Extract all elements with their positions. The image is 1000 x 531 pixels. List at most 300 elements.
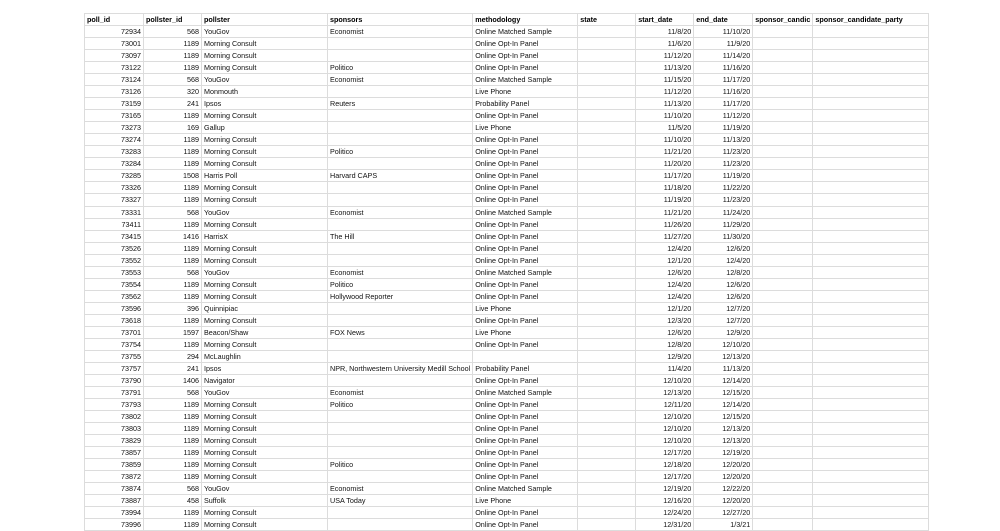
pollster-cell[interactable]: YouGov [202, 74, 328, 86]
end-date-cell[interactable]: 12/9/20 [694, 326, 753, 338]
sponsor-candidate-cell[interactable] [753, 182, 813, 194]
sponsor-candidate-party-cell[interactable] [813, 74, 929, 86]
sponsors-cell[interactable] [328, 122, 473, 134]
state-cell[interactable] [578, 122, 636, 134]
methodology-cell[interactable]: Online Opt-In Panel [473, 134, 578, 146]
methodology-cell[interactable]: Online Opt-In Panel [473, 314, 578, 326]
pollster-cell[interactable]: Morning Consult [202, 134, 328, 146]
sponsor-candidate-party-cell[interactable] [813, 302, 929, 314]
poll-id-cell[interactable]: 73554 [85, 278, 144, 290]
end-date-cell[interactable]: 12/15/20 [694, 411, 753, 423]
pollster-id-cell[interactable]: 1189 [144, 399, 202, 411]
sponsors-cell[interactable] [328, 110, 473, 122]
sponsor-candidate-cell[interactable] [753, 74, 813, 86]
sponsors-cell[interactable] [328, 338, 473, 350]
sponsor-candidate-cell[interactable] [753, 110, 813, 122]
end-date-cell[interactable]: 11/13/20 [694, 362, 753, 374]
state-cell[interactable] [578, 459, 636, 471]
sponsor-candidate-party-cell[interactable] [813, 254, 929, 266]
sponsor-candidate-party-cell[interactable] [813, 218, 929, 230]
sponsors-cell[interactable]: FOX News [328, 326, 473, 338]
pollster-id-cell[interactable]: 1189 [144, 314, 202, 326]
pollster-cell[interactable]: Morning Consult [202, 519, 328, 531]
header-methodology[interactable]: methodology [473, 14, 578, 26]
pollster-id-cell[interactable]: 1189 [144, 134, 202, 146]
pollster-id-cell[interactable]: 568 [144, 74, 202, 86]
pollster-cell[interactable]: YouGov [202, 26, 328, 38]
header-pollster[interactable]: pollster [202, 14, 328, 26]
sponsors-cell[interactable] [328, 302, 473, 314]
start-date-cell[interactable]: 12/10/20 [636, 411, 694, 423]
pollster-id-cell[interactable]: 1189 [144, 182, 202, 194]
sponsor-candidate-party-cell[interactable] [813, 459, 929, 471]
state-cell[interactable] [578, 146, 636, 158]
poll-id-cell[interactable]: 72934 [85, 26, 144, 38]
sponsor-candidate-party-cell[interactable] [813, 266, 929, 278]
sponsors-cell[interactable]: Politico [328, 146, 473, 158]
sponsor-candidate-party-cell[interactable] [813, 447, 929, 459]
state-cell[interactable] [578, 110, 636, 122]
sponsor-candidate-cell[interactable] [753, 362, 813, 374]
pollster-id-cell[interactable]: 1189 [144, 254, 202, 266]
sponsor-candidate-cell[interactable] [753, 206, 813, 218]
state-cell[interactable] [578, 399, 636, 411]
pollster-cell[interactable]: Harris Poll [202, 170, 328, 182]
start-date-cell[interactable]: 11/10/20 [636, 134, 694, 146]
end-date-cell[interactable]: 11/19/20 [694, 170, 753, 182]
sponsors-cell[interactable] [328, 435, 473, 447]
sponsors-cell[interactable]: Hollywood Reporter [328, 290, 473, 302]
sponsor-candidate-cell[interactable] [753, 495, 813, 507]
sponsors-cell[interactable] [328, 134, 473, 146]
state-cell[interactable] [578, 507, 636, 519]
start-date-cell[interactable]: 12/10/20 [636, 435, 694, 447]
state-cell[interactable] [578, 254, 636, 266]
methodology-cell[interactable]: Online Opt-In Panel [473, 423, 578, 435]
sponsor-candidate-party-cell[interactable] [813, 62, 929, 74]
start-date-cell[interactable]: 11/10/20 [636, 110, 694, 122]
pollster-cell[interactable]: YouGov [202, 386, 328, 398]
pollster-id-cell[interactable]: 1189 [144, 158, 202, 170]
methodology-cell[interactable]: Online Opt-In Panel [473, 519, 578, 531]
sponsors-cell[interactable]: Politico [328, 459, 473, 471]
start-date-cell[interactable]: 12/17/20 [636, 471, 694, 483]
sponsor-candidate-party-cell[interactable] [813, 435, 929, 447]
state-cell[interactable] [578, 266, 636, 278]
start-date-cell[interactable]: 12/24/20 [636, 507, 694, 519]
pollster-id-cell[interactable]: 458 [144, 495, 202, 507]
sponsor-candidate-cell[interactable] [753, 86, 813, 98]
pollster-id-cell[interactable]: 294 [144, 350, 202, 362]
sponsor-candidate-cell[interactable] [753, 411, 813, 423]
poll-id-cell[interactable]: 73754 [85, 338, 144, 350]
header-state[interactable]: state [578, 14, 636, 26]
sponsor-candidate-party-cell[interactable] [813, 350, 929, 362]
start-date-cell[interactable]: 11/17/20 [636, 170, 694, 182]
pollster-cell[interactable]: YouGov [202, 206, 328, 218]
sponsor-candidate-party-cell[interactable] [813, 362, 929, 374]
start-date-cell[interactable]: 11/8/20 [636, 26, 694, 38]
methodology-cell[interactable]: Online Opt-In Panel [473, 158, 578, 170]
start-date-cell[interactable]: 12/6/20 [636, 326, 694, 338]
pollster-id-cell[interactable]: 1189 [144, 411, 202, 423]
end-date-cell[interactable]: 11/24/20 [694, 206, 753, 218]
methodology-cell[interactable]: Online Matched Sample [473, 74, 578, 86]
pollster-cell[interactable]: Morning Consult [202, 338, 328, 350]
sponsor-candidate-cell[interactable] [753, 290, 813, 302]
start-date-cell[interactable]: 11/27/20 [636, 230, 694, 242]
sponsor-candidate-party-cell[interactable] [813, 507, 929, 519]
sponsor-candidate-cell[interactable] [753, 98, 813, 110]
start-date-cell[interactable]: 12/31/20 [636, 519, 694, 531]
end-date-cell[interactable]: 12/15/20 [694, 386, 753, 398]
pollster-cell[interactable]: Morning Consult [202, 254, 328, 266]
pollster-id-cell[interactable]: 568 [144, 386, 202, 398]
start-date-cell[interactable]: 12/10/20 [636, 374, 694, 386]
sponsor-candidate-cell[interactable] [753, 459, 813, 471]
sponsor-candidate-party-cell[interactable] [813, 38, 929, 50]
poll-id-cell[interactable]: 73859 [85, 459, 144, 471]
pollster-id-cell[interactable]: 568 [144, 206, 202, 218]
methodology-cell[interactable]: Live Phone [473, 122, 578, 134]
poll-id-cell[interactable]: 73165 [85, 110, 144, 122]
sponsor-candidate-cell[interactable] [753, 423, 813, 435]
pollster-id-cell[interactable]: 1189 [144, 290, 202, 302]
pollster-cell[interactable]: McLaughlin [202, 350, 328, 362]
sponsor-candidate-party-cell[interactable] [813, 98, 929, 110]
sponsor-candidate-cell[interactable] [753, 254, 813, 266]
methodology-cell[interactable]: Online Opt-In Panel [473, 254, 578, 266]
methodology-cell[interactable]: Online Opt-In Panel [473, 194, 578, 206]
methodology-cell[interactable]: Online Opt-In Panel [473, 338, 578, 350]
sponsor-candidate-cell[interactable] [753, 158, 813, 170]
start-date-cell[interactable]: 12/10/20 [636, 423, 694, 435]
methodology-cell[interactable]: Live Phone [473, 326, 578, 338]
methodology-cell[interactable]: Online Opt-In Panel [473, 242, 578, 254]
sponsors-cell[interactable] [328, 242, 473, 254]
start-date-cell[interactable]: 12/17/20 [636, 447, 694, 459]
pollster-id-cell[interactable]: 1406 [144, 374, 202, 386]
poll-id-cell[interactable]: 73552 [85, 254, 144, 266]
sponsor-candidate-cell[interactable] [753, 374, 813, 386]
sponsor-candidate-party-cell[interactable] [813, 278, 929, 290]
pollster-id-cell[interactable]: 1189 [144, 50, 202, 62]
pollster-cell[interactable]: Morning Consult [202, 447, 328, 459]
poll-id-cell[interactable]: 73331 [85, 206, 144, 218]
pollster-id-cell[interactable]: 1189 [144, 423, 202, 435]
sponsor-candidate-party-cell[interactable] [813, 423, 929, 435]
sponsors-cell[interactable] [328, 471, 473, 483]
state-cell[interactable] [578, 86, 636, 98]
sponsor-candidate-cell[interactable] [753, 170, 813, 182]
pollster-cell[interactable]: Morning Consult [202, 411, 328, 423]
methodology-cell[interactable]: Online Matched Sample [473, 266, 578, 278]
start-date-cell[interactable]: 12/1/20 [636, 254, 694, 266]
pollster-id-cell[interactable]: 568 [144, 483, 202, 495]
pollster-cell[interactable]: Quinnipiac [202, 302, 328, 314]
pollster-cell[interactable]: Morning Consult [202, 194, 328, 206]
poll-id-cell[interactable]: 73790 [85, 374, 144, 386]
pollster-cell[interactable]: Suffolk [202, 495, 328, 507]
pollster-cell[interactable]: Morning Consult [202, 423, 328, 435]
methodology-cell[interactable]: Live Phone [473, 495, 578, 507]
header-start-date[interactable]: start_date [636, 14, 694, 26]
sponsors-cell[interactable] [328, 194, 473, 206]
pollster-cell[interactable]: Morning Consult [202, 399, 328, 411]
sponsors-cell[interactable] [328, 350, 473, 362]
pollster-cell[interactable]: Morning Consult [202, 218, 328, 230]
state-cell[interactable] [578, 386, 636, 398]
sponsor-candidate-party-cell[interactable] [813, 26, 929, 38]
end-date-cell[interactable]: 11/12/20 [694, 110, 753, 122]
end-date-cell[interactable]: 12/8/20 [694, 266, 753, 278]
sponsor-candidate-party-cell[interactable] [813, 146, 929, 158]
pollster-id-cell[interactable]: 241 [144, 362, 202, 374]
pollster-cell[interactable]: Morning Consult [202, 459, 328, 471]
sponsors-cell[interactable] [328, 86, 473, 98]
sponsor-candidate-cell[interactable] [753, 314, 813, 326]
poll-id-cell[interactable]: 73829 [85, 435, 144, 447]
header-pollster-id[interactable]: pollster_id [144, 14, 202, 26]
methodology-cell[interactable]: Probability Panel [473, 362, 578, 374]
pollster-cell[interactable]: Morning Consult [202, 242, 328, 254]
pollster-cell[interactable]: Morning Consult [202, 435, 328, 447]
sponsors-cell[interactable]: Economist [328, 206, 473, 218]
poll-id-cell[interactable]: 73553 [85, 266, 144, 278]
end-date-cell[interactable]: 11/23/20 [694, 194, 753, 206]
start-date-cell[interactable]: 12/4/20 [636, 290, 694, 302]
sponsors-cell[interactable]: Economist [328, 266, 473, 278]
state-cell[interactable] [578, 74, 636, 86]
sponsor-candidate-party-cell[interactable] [813, 194, 929, 206]
start-date-cell[interactable]: 12/9/20 [636, 350, 694, 362]
poll-id-cell[interactable]: 73701 [85, 326, 144, 338]
end-date-cell[interactable]: 12/10/20 [694, 338, 753, 350]
end-date-cell[interactable]: 11/17/20 [694, 74, 753, 86]
sponsor-candidate-party-cell[interactable] [813, 110, 929, 122]
sponsors-cell[interactable]: Reuters [328, 98, 473, 110]
start-date-cell[interactable]: 11/20/20 [636, 158, 694, 170]
sponsor-candidate-party-cell[interactable] [813, 399, 929, 411]
start-date-cell[interactable]: 12/4/20 [636, 242, 694, 254]
poll-id-cell[interactable]: 73284 [85, 158, 144, 170]
end-date-cell[interactable]: 12/14/20 [694, 374, 753, 386]
sponsor-candidate-party-cell[interactable] [813, 50, 929, 62]
sponsors-cell[interactable] [328, 254, 473, 266]
state-cell[interactable] [578, 374, 636, 386]
sponsor-candidate-party-cell[interactable] [813, 134, 929, 146]
pollster-id-cell[interactable]: 1189 [144, 471, 202, 483]
sponsors-cell[interactable] [328, 182, 473, 194]
sponsor-candidate-party-cell[interactable] [813, 206, 929, 218]
methodology-cell[interactable]: Online Opt-In Panel [473, 459, 578, 471]
end-date-cell[interactable]: 11/23/20 [694, 146, 753, 158]
end-date-cell[interactable]: 11/9/20 [694, 38, 753, 50]
end-date-cell[interactable]: 12/20/20 [694, 495, 753, 507]
end-date-cell[interactable]: 12/27/20 [694, 507, 753, 519]
start-date-cell[interactable]: 12/13/20 [636, 386, 694, 398]
end-date-cell[interactable]: 11/16/20 [694, 86, 753, 98]
start-date-cell[interactable]: 11/4/20 [636, 362, 694, 374]
methodology-cell[interactable]: Online Opt-In Panel [473, 374, 578, 386]
end-date-cell[interactable]: 12/20/20 [694, 471, 753, 483]
sponsor-candidate-cell[interactable] [753, 471, 813, 483]
end-date-cell[interactable]: 12/7/20 [694, 302, 753, 314]
poll-id-cell[interactable]: 73283 [85, 146, 144, 158]
poll-id-cell[interactable]: 73596 [85, 302, 144, 314]
state-cell[interactable] [578, 98, 636, 110]
sponsor-candidate-party-cell[interactable] [813, 338, 929, 350]
start-date-cell[interactable]: 11/12/20 [636, 50, 694, 62]
sponsor-candidate-cell[interactable] [753, 326, 813, 338]
state-cell[interactable] [578, 206, 636, 218]
end-date-cell[interactable]: 11/17/20 [694, 98, 753, 110]
methodology-cell[interactable]: Online Opt-In Panel [473, 146, 578, 158]
sponsors-cell[interactable] [328, 314, 473, 326]
pollster-id-cell[interactable]: 1416 [144, 230, 202, 242]
header-sponsors[interactable]: sponsors [328, 14, 473, 26]
state-cell[interactable] [578, 447, 636, 459]
sponsors-cell[interactable] [328, 218, 473, 230]
pollster-id-cell[interactable]: 568 [144, 266, 202, 278]
state-cell[interactable] [578, 242, 636, 254]
sponsor-candidate-cell[interactable] [753, 483, 813, 495]
pollster-cell[interactable]: Morning Consult [202, 182, 328, 194]
pollster-id-cell[interactable]: 1597 [144, 326, 202, 338]
state-cell[interactable] [578, 483, 636, 495]
sponsor-candidate-cell[interactable] [753, 50, 813, 62]
sponsor-candidate-cell[interactable] [753, 386, 813, 398]
methodology-cell[interactable]: Live Phone [473, 302, 578, 314]
start-date-cell[interactable]: 11/21/20 [636, 206, 694, 218]
sponsors-cell[interactable] [328, 411, 473, 423]
sponsor-candidate-party-cell[interactable] [813, 374, 929, 386]
pollster-id-cell[interactable]: 1189 [144, 519, 202, 531]
state-cell[interactable] [578, 411, 636, 423]
pollster-cell[interactable]: Morning Consult [202, 471, 328, 483]
start-date-cell[interactable]: 12/16/20 [636, 495, 694, 507]
header-sponsor-candidate[interactable]: sponsor_candic [753, 14, 813, 26]
poll-id-cell[interactable]: 73872 [85, 471, 144, 483]
end-date-cell[interactable]: 11/14/20 [694, 50, 753, 62]
pollster-cell[interactable]: Morning Consult [202, 62, 328, 74]
sponsor-candidate-party-cell[interactable] [813, 290, 929, 302]
sponsor-candidate-cell[interactable] [753, 218, 813, 230]
methodology-cell[interactable]: Online Opt-In Panel [473, 182, 578, 194]
sponsors-cell[interactable] [328, 447, 473, 459]
methodology-cell[interactable]: Online Opt-In Panel [473, 50, 578, 62]
pollster-id-cell[interactable]: 1189 [144, 459, 202, 471]
state-cell[interactable] [578, 50, 636, 62]
methodology-cell[interactable]: Online Opt-In Panel [473, 230, 578, 242]
sponsor-candidate-cell[interactable] [753, 399, 813, 411]
sponsor-candidate-party-cell[interactable] [813, 386, 929, 398]
sponsors-cell[interactable]: Politico [328, 399, 473, 411]
poll-id-cell[interactable]: 73757 [85, 362, 144, 374]
state-cell[interactable] [578, 182, 636, 194]
header-sponsor-candidate-party[interactable]: sponsor_candidate_party [813, 14, 929, 26]
sponsor-candidate-party-cell[interactable] [813, 242, 929, 254]
sponsor-candidate-cell[interactable] [753, 435, 813, 447]
poll-id-cell[interactable]: 73562 [85, 290, 144, 302]
end-date-cell[interactable]: 11/10/20 [694, 26, 753, 38]
poll-id-cell[interactable]: 73124 [85, 74, 144, 86]
pollster-cell[interactable]: Morning Consult [202, 38, 328, 50]
methodology-cell[interactable]: Online Opt-In Panel [473, 38, 578, 50]
state-cell[interactable] [578, 230, 636, 242]
sponsor-candidate-cell[interactable] [753, 242, 813, 254]
poll-id-cell[interactable]: 73803 [85, 423, 144, 435]
pollster-id-cell[interactable]: 1189 [144, 218, 202, 230]
pollster-id-cell[interactable]: 1189 [144, 38, 202, 50]
pollster-cell[interactable]: Morning Consult [202, 50, 328, 62]
pollster-id-cell[interactable]: 1189 [144, 338, 202, 350]
methodology-cell[interactable]: Probability Panel [473, 98, 578, 110]
poll-id-cell[interactable]: 73874 [85, 483, 144, 495]
poll-id-cell[interactable]: 73097 [85, 50, 144, 62]
start-date-cell[interactable]: 12/4/20 [636, 278, 694, 290]
sponsor-candidate-cell[interactable] [753, 350, 813, 362]
poll-id-cell[interactable]: 73159 [85, 98, 144, 110]
pollster-cell[interactable]: Ipsos [202, 98, 328, 110]
end-date-cell[interactable]: 11/13/20 [694, 134, 753, 146]
pollster-cell[interactable]: Morning Consult [202, 146, 328, 158]
start-date-cell[interactable]: 12/6/20 [636, 266, 694, 278]
methodology-cell[interactable] [473, 350, 578, 362]
poll-id-cell[interactable]: 73802 [85, 411, 144, 423]
sponsor-candidate-cell[interactable] [753, 194, 813, 206]
state-cell[interactable] [578, 362, 636, 374]
end-date-cell[interactable]: 1/3/21 [694, 519, 753, 531]
start-date-cell[interactable]: 11/12/20 [636, 86, 694, 98]
end-date-cell[interactable]: 11/23/20 [694, 158, 753, 170]
state-cell[interactable] [578, 338, 636, 350]
header-end-date[interactable]: end_date [694, 14, 753, 26]
sponsors-cell[interactable]: Politico [328, 62, 473, 74]
sponsor-candidate-party-cell[interactable] [813, 170, 929, 182]
end-date-cell[interactable]: 12/13/20 [694, 350, 753, 362]
pollster-id-cell[interactable]: 1189 [144, 278, 202, 290]
pollster-id-cell[interactable]: 1189 [144, 507, 202, 519]
state-cell[interactable] [578, 495, 636, 507]
pollster-cell[interactable]: Gallup [202, 122, 328, 134]
state-cell[interactable] [578, 194, 636, 206]
sponsor-candidate-party-cell[interactable] [813, 471, 929, 483]
sponsor-candidate-cell[interactable] [753, 302, 813, 314]
poll-id-cell[interactable]: 73326 [85, 182, 144, 194]
sponsor-candidate-cell[interactable] [753, 266, 813, 278]
methodology-cell[interactable]: Online Opt-In Panel [473, 447, 578, 459]
end-date-cell[interactable]: 12/13/20 [694, 423, 753, 435]
poll-id-cell[interactable]: 73793 [85, 399, 144, 411]
state-cell[interactable] [578, 423, 636, 435]
start-date-cell[interactable]: 11/5/20 [636, 122, 694, 134]
poll-id-cell[interactable]: 73755 [85, 350, 144, 362]
poll-id-cell[interactable]: 73618 [85, 314, 144, 326]
state-cell[interactable] [578, 435, 636, 447]
pollster-cell[interactable]: Monmouth [202, 86, 328, 98]
sponsors-cell[interactable]: Economist [328, 74, 473, 86]
methodology-cell[interactable]: Online Opt-In Panel [473, 399, 578, 411]
pollster-cell[interactable]: Morning Consult [202, 110, 328, 122]
sponsor-candidate-cell[interactable] [753, 62, 813, 74]
sponsors-cell[interactable]: Economist [328, 483, 473, 495]
sponsors-cell[interactable] [328, 158, 473, 170]
end-date-cell[interactable]: 11/30/20 [694, 230, 753, 242]
sponsor-candidate-party-cell[interactable] [813, 122, 929, 134]
end-date-cell[interactable]: 12/6/20 [694, 278, 753, 290]
state-cell[interactable] [578, 471, 636, 483]
